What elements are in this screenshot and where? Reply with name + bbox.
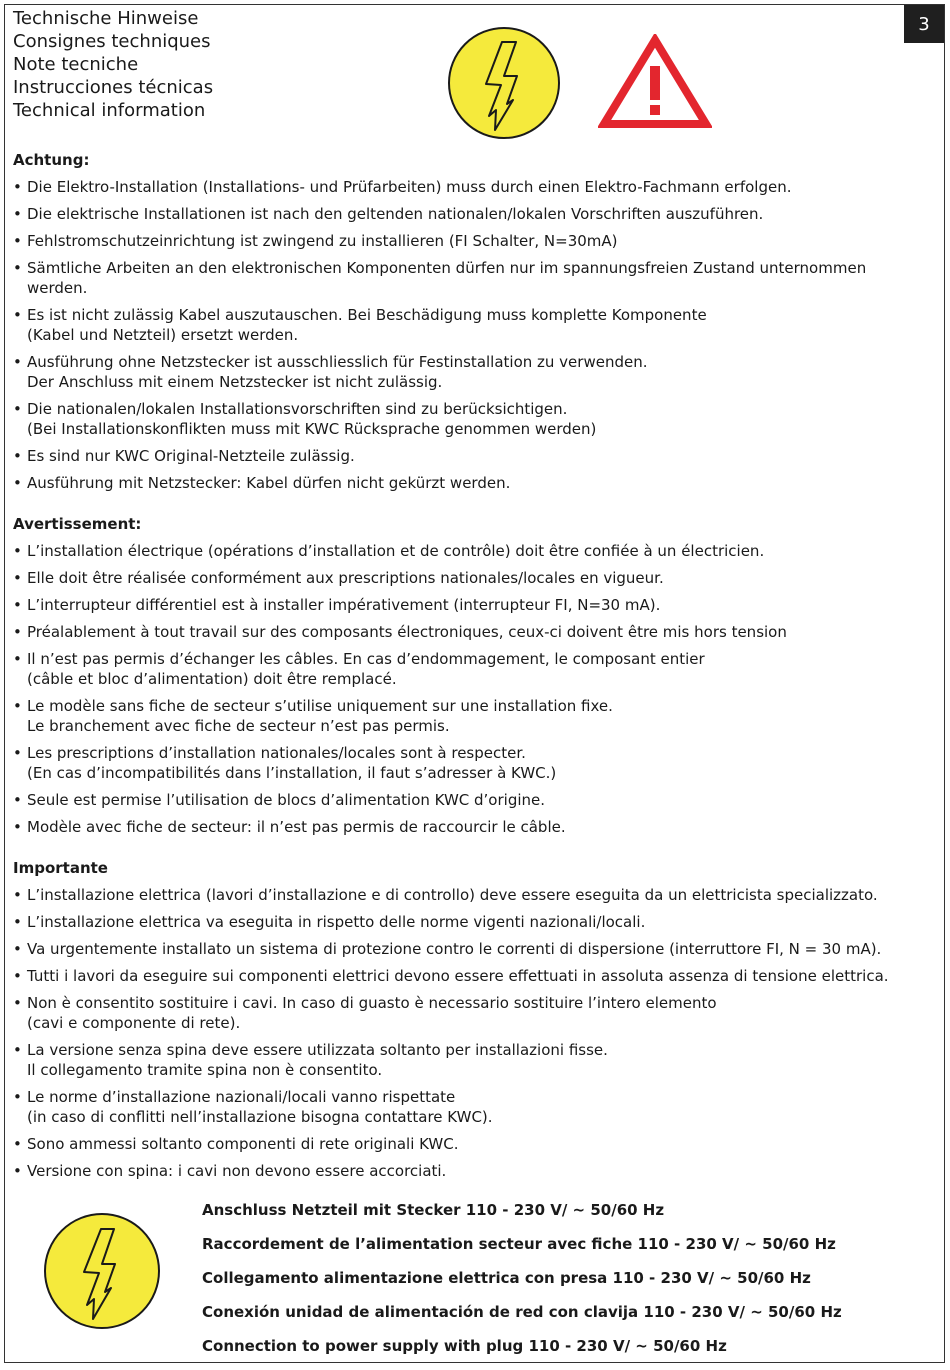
power-line-fr: Raccordement de l’alimentation secteur avec fiche 110 - 230 V/ ~ 50/60 Hz	[202, 1235, 836, 1253]
list-item: • Non è consentito sostituire i cavi. In caso di guasto è necessario sostituire l’intero elemento (cavi e componente di rete).	[13, 993, 928, 1033]
power-supply-info	[202, 1200, 842, 1370]
power-line-es: Conexión unidad de alimentación de red con clavija 110 - 230 V/ ~ 50/60 Hz	[202, 1303, 842, 1321]
title-block	[13, 7, 213, 122]
title-de: Technische Hinweise	[13, 8, 199, 29]
title-it: Note tecniche	[13, 54, 139, 75]
electric-hazard-icon	[447, 26, 561, 140]
title-en: Technical information	[13, 100, 206, 121]
list-item: • L’installazione elettrica va eseguita in rispetto delle norme vigenti nazionali/locali.	[13, 912, 928, 932]
list-item: • Seule est permise l’utilisation de blocs d’alimentation KWC d’origine.	[13, 790, 928, 810]
section-french	[13, 514, 928, 844]
section-heading: Importante	[13, 859, 108, 877]
list-item: • Il n’est pas permis d’échanger les câbles. En cas d’endommagement, le composant entier (câble et bloc d’alimentation) doit être remplacé.	[13, 649, 928, 689]
list-item: • Sono ammessi soltanto componenti di rete originali KWC.	[13, 1134, 928, 1154]
bullet-list	[13, 885, 928, 1181]
electric-hazard-icon	[43, 1212, 161, 1330]
section-german	[13, 150, 928, 500]
bullet-list	[13, 177, 928, 493]
list-item: • Versione con spina: i cavi non devono essere accorciati.	[13, 1161, 928, 1181]
power-line-en: Connection to power supply with plug 110 - 230 V/ ~ 50/60 Hz	[202, 1337, 727, 1355]
list-item: • L’installation électrique (opérations d’installation et de contrôle) doit être confiée à un électricien.	[13, 541, 928, 561]
list-item: • Die elektrische Installationen ist nach den geltenden nationalen/lokalen Vorschriften auszuführen.	[13, 204, 928, 224]
power-line-de: Anschluss Netzteil mit Stecker 110 - 230 V/ ~ 50/60 Hz	[202, 1201, 665, 1219]
list-item: • Préalablement à tout travail sur des composants électroniques, ceux-ci doivent être mis hors tension	[13, 622, 928, 642]
list-item: • L’installazione elettrica (lavori d’installazione e di controllo) deve essere eseguita da un elettricista specializzato.	[13, 885, 928, 905]
list-item: • Die Elektro-Installation (Installations- und Prüfarbeiten) muss durch einen Elektro-Fachmann erfolgen.	[13, 177, 928, 197]
list-item: • Tutti i lavori da eseguire sui componenti elettrici devono essere effettuati in assoluta assenza di tensione elettrica.	[13, 966, 928, 986]
list-item: • Va urgentemente installato un sistema di protezione contro le correnti di dispersione (interruttore FI, N = 30 mA).	[13, 939, 928, 959]
title-fr: Consignes techniques	[13, 31, 211, 52]
list-item: • Es ist nicht zulässig Kabel auszutauschen. Bei Beschädigung muss komplette Komponente (Kabel und Netzteil) ersetzt werden.	[13, 305, 928, 345]
title-es: Instrucciones técnicas	[13, 77, 214, 98]
section-heading: Avertissement:	[13, 515, 142, 533]
list-item: • Le norme d’installazione nazionali/locali vanno rispettate (in caso di conflitti nell’installazione bisogna contattare KWC).	[13, 1087, 928, 1127]
list-item: • La versione senza spina deve essere utilizzata soltanto per installazioni fisse. Il collegamento tramite spina non è consentito.	[13, 1040, 928, 1080]
section-italian	[13, 858, 928, 1188]
list-item: • Die nationalen/lokalen Installationsvorschriften sind zu berücksichtigen. (Bei Installationskonflikten muss mit KWC Rücksprache genommen werden)	[13, 399, 928, 439]
warning-triangle-icon	[598, 34, 712, 130]
list-item: • Modèle avec fiche de secteur: il n’est pas permis de raccourcir le câble.	[13, 817, 928, 837]
list-item: • Ausführung ohne Netzstecker ist ausschliesslich für Festinstallation zu verwenden. Der Anschluss mit einem Netzstecker ist nicht zulässig.	[13, 352, 928, 392]
list-item: • Sämtliche Arbeiten an den elektronischen Komponenten dürfen nur im spannungsfreien Zustand unternommen werden.	[13, 258, 928, 298]
list-item: • Es sind nur KWC Original-Netzteile zulässig.	[13, 446, 928, 466]
list-item: • Les prescriptions d’installation nationales/locales sont à respecter. (En cas d’incompatibilités dans l’installation, il faut s’adresser à KWC.)	[13, 743, 928, 783]
power-line-it: Collegamento alimentazione elettrica con presa 110 - 230 V/ ~ 50/60 Hz	[202, 1269, 811, 1287]
list-item: • Elle doit être réalisée conformément aux prescriptions nationales/locales en vigueur.	[13, 568, 928, 588]
page-number: 3	[904, 5, 944, 43]
list-item: • L’interrupteur différentiel est à installer impérativement (interrupteur FI, N=30 mA).	[13, 595, 928, 615]
list-item: • Le modèle sans fiche de secteur s’utilise uniquement sur une installation fixe. Le branchement avec fiche de secteur n’est pas permis.	[13, 696, 928, 736]
bullet-list	[13, 541, 928, 837]
section-heading: Achtung:	[13, 151, 90, 169]
list-item: • Ausführung mit Netzstecker: Kabel dürfen nicht gekürzt werden.	[13, 473, 928, 493]
list-item: • Fehlstromschutzeinrichtung ist zwingend zu installieren (FI Schalter, N=30mA)	[13, 231, 928, 251]
